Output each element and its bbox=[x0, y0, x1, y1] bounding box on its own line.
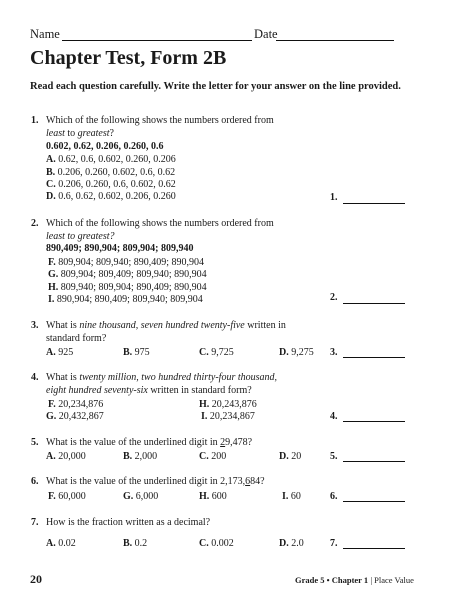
q3-answer-line[interactable] bbox=[343, 357, 405, 358]
date-label: Date bbox=[254, 27, 278, 41]
q6-option-f[interactable]: F. 60,000 bbox=[48, 491, 86, 502]
q7-stem: How is the fraction written as a decimal? bbox=[46, 517, 211, 528]
q2-number: 2. bbox=[31, 218, 39, 229]
q2-option-g[interactable]: G. 809,904; 809,409; 809,940; 890,904 bbox=[48, 269, 207, 280]
q1-stem bbox=[46, 115, 274, 140]
q5-answer-number: 5. bbox=[330, 451, 338, 462]
q3-option-a[interactable]: A. 925 bbox=[46, 347, 74, 358]
q4-option-g[interactable]: G. 20,432,867 bbox=[46, 411, 104, 422]
q5-stem: What is the value of the underlined digit in 29,478? bbox=[46, 437, 253, 448]
q1-option-b[interactable]: B. 0.206, 0.260, 0.602, 0.6, 0.62 bbox=[46, 167, 176, 178]
q1-numbers: 0.602, 0.62, 0.206, 0.260, 0.6 bbox=[46, 141, 164, 152]
q1-stem-italic-a: least bbox=[46, 127, 65, 139]
q7-option-c[interactable]: C. 0.002 bbox=[199, 538, 234, 549]
q5-option-a[interactable]: A. 20,000 bbox=[46, 451, 86, 462]
q1-option-a[interactable]: A. 0.62, 0.6, 0.602, 0.260, 0.206 bbox=[46, 154, 176, 165]
footer-course: Grade 5 • Chapter 1 | Place Value bbox=[295, 575, 414, 585]
q5-option-c[interactable]: C. 200 bbox=[199, 451, 227, 462]
q1-stem-end: ? bbox=[109, 127, 114, 139]
q3-option-b[interactable]: B. 975 bbox=[123, 347, 150, 358]
q6-answer-line[interactable] bbox=[343, 501, 405, 502]
name-field[interactable] bbox=[62, 40, 252, 41]
q2-option-f[interactable]: F. 809,904; 809,940; 890,409; 890,904 bbox=[48, 257, 205, 268]
q3-answer-number: 3. bbox=[330, 347, 338, 358]
q7-answer-number: 7. bbox=[330, 538, 338, 549]
q4-option-i[interactable]: I. 20,234,867 bbox=[201, 411, 255, 422]
q6-stem: What is the value of the underlined digit in 2,173,684? bbox=[46, 476, 265, 487]
q2-numbers: 890,409; 890,904; 809,904; 809,940 bbox=[46, 243, 194, 254]
q7-answer-line[interactable] bbox=[343, 548, 405, 549]
q4-number: 4. bbox=[31, 372, 39, 383]
q5-underlined-digit: 2 bbox=[220, 437, 226, 448]
q5-answer-line[interactable] bbox=[343, 461, 405, 462]
q1-answer-number: 1. bbox=[330, 192, 338, 203]
instructions: Read each question carefully. Write the letter for your answer on the line provided. bbox=[30, 81, 401, 92]
q3-option-c[interactable]: C. 9,725 bbox=[199, 347, 234, 358]
q6-option-i[interactable]: I. 60 bbox=[282, 491, 301, 502]
q2-answer-line[interactable] bbox=[343, 303, 405, 304]
q6-option-h[interactable]: H. 600 bbox=[199, 491, 227, 502]
name-label: Name bbox=[30, 27, 60, 41]
q5-number: 5. bbox=[31, 437, 39, 448]
q5-option-d[interactable]: D. 20 bbox=[279, 451, 302, 462]
q1-option-d[interactable]: D. 0.6, 0.62, 0.602, 0.206, 0.260 bbox=[46, 191, 176, 202]
page-number: 20 bbox=[30, 572, 42, 586]
q3-option-d[interactable]: D. 9,275 bbox=[279, 347, 314, 358]
q7-option-a[interactable]: A. 0.02 bbox=[46, 538, 76, 549]
q1-stem-italic-b: greatest bbox=[77, 127, 110, 139]
q1-number: 1. bbox=[31, 115, 39, 126]
q7-option-b[interactable]: B. 0.2 bbox=[123, 538, 148, 549]
q6-number: 6. bbox=[31, 476, 39, 487]
q1-stem-mid: to bbox=[64, 127, 78, 139]
q7-number: 7. bbox=[31, 517, 39, 528]
q2-option-h[interactable]: H. 809,940; 809,904; 890,409; 890,904 bbox=[48, 282, 207, 293]
q6-underlined-digit: 6 bbox=[245, 476, 251, 487]
q7-option-d[interactable]: D. 2.0 bbox=[279, 538, 304, 549]
q6-answer-number: 6. bbox=[330, 491, 338, 502]
q1-stem-line-a: Which of the following shows the numbers ordered from bbox=[46, 115, 274, 126]
q5-option-b[interactable]: B. 2,000 bbox=[123, 451, 158, 462]
q6-option-g[interactable]: G. 6,000 bbox=[123, 491, 159, 502]
q2-stem-line-b: least to greatest? bbox=[46, 230, 115, 242]
q4-option-h[interactable]: H. 20,243,876 bbox=[199, 399, 257, 410]
q1-answer-line[interactable] bbox=[343, 203, 405, 204]
q2-stem bbox=[46, 218, 274, 243]
q2-stem-line-a: Which of the following shows the numbers ordered from bbox=[46, 218, 274, 229]
q2-answer-number: 2. bbox=[330, 292, 338, 303]
date-field[interactable] bbox=[276, 40, 394, 41]
page-title: Chapter Test, Form 2B bbox=[30, 47, 227, 69]
q3-number: 3. bbox=[31, 320, 39, 331]
q1-option-c[interactable]: C. 0.206, 0.260, 0.6, 0.602, 0.62 bbox=[46, 179, 176, 190]
q3-stem: What is nine thousand, seven hundred twenty-five written in standard form? bbox=[46, 320, 286, 344]
q4-option-f[interactable]: F. 20,234,876 bbox=[48, 399, 104, 410]
q4-stem: What is twenty million, two hundred thirty-four thousand, eight hundred seventy-six written in standard form? bbox=[46, 372, 278, 396]
q4-answer-number: 4. bbox=[330, 411, 338, 422]
q4-answer-line[interactable] bbox=[343, 421, 405, 422]
q2-option-i[interactable]: I. 890,904; 890,409; 809,940; 809,904 bbox=[48, 294, 203, 305]
